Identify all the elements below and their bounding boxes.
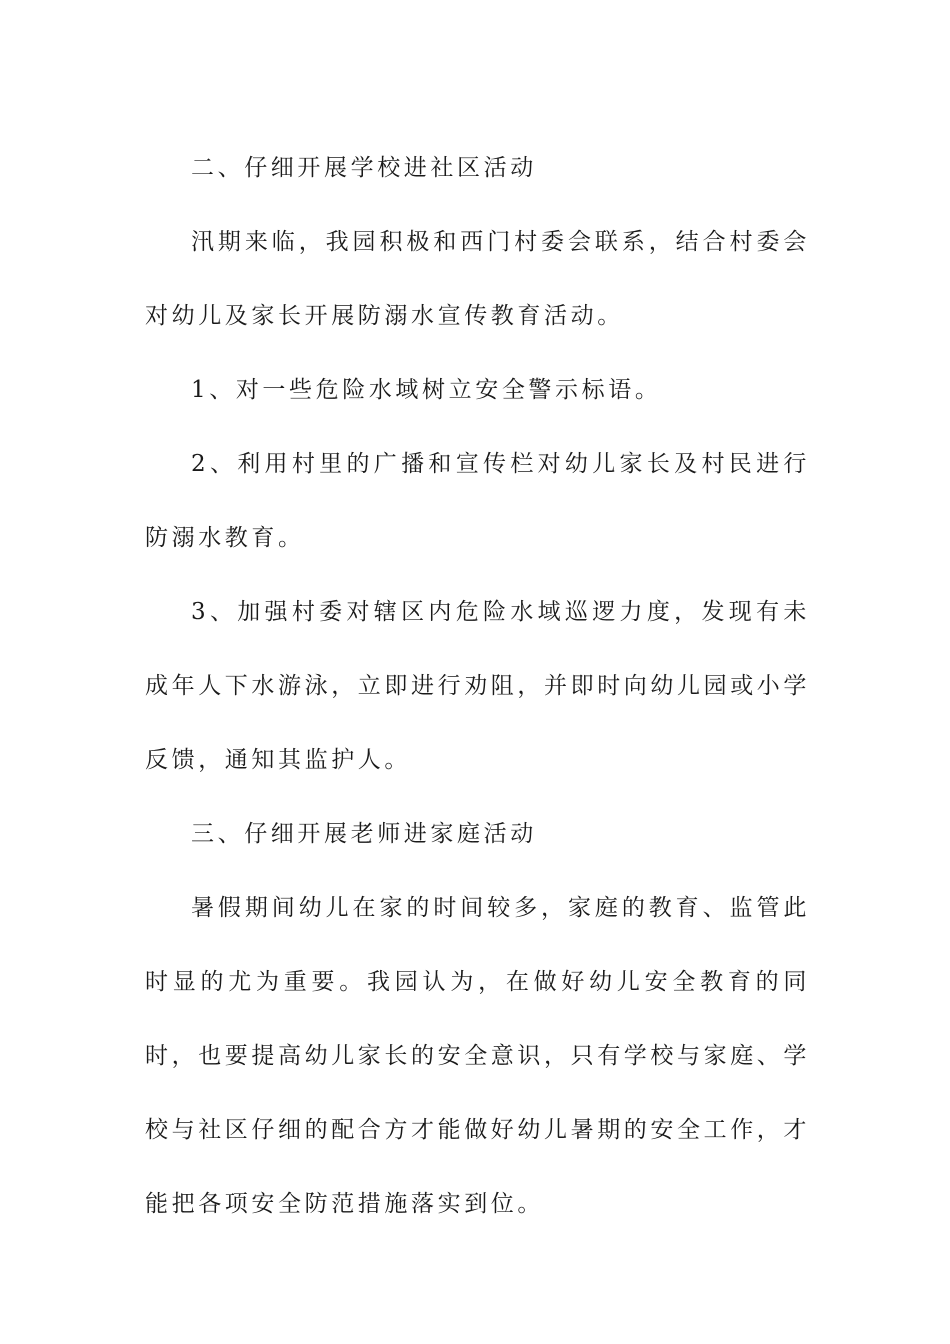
list-item-2: 2、利用村里的广播和宣传栏对幼儿家长及村民进行防溺水教育。 xyxy=(145,451,810,551)
list-item-1: 1、对一些危险水域树立安全警示标语。 xyxy=(191,377,662,403)
paragraph-summer-vacation: 暑假期间幼儿在家的时间较多，家庭的教育、监管此时显的尤为重要。我园认为，在做好幼儿安全教育的同时，也要提高幼儿家长的安全意识，只有学校与家庭、学校与社区仔细的配合方才能做好幼儿暑期的安全工作，才能把各项安全防范措施落实到位。 xyxy=(145,895,810,1217)
list-item-3: 3、加强村委对辖区内危险水域巡逻力度，发现有未成年人下水游泳，立即进行劝阻，并即时向幼儿园或小学反馈，通知其监护人。 xyxy=(145,599,810,773)
document-body xyxy=(145,131,810,1241)
paragraph-flood-season: 汛期来临，我园积极和西门村委会联系，结合村委会对幼儿及家长开展防溺水宣传教育活动。 xyxy=(145,229,810,329)
section-heading-2: 二、仔细开展学校进社区活动 xyxy=(191,155,537,181)
section-heading-3: 三、仔细开展老师进家庭活动 xyxy=(191,821,537,847)
